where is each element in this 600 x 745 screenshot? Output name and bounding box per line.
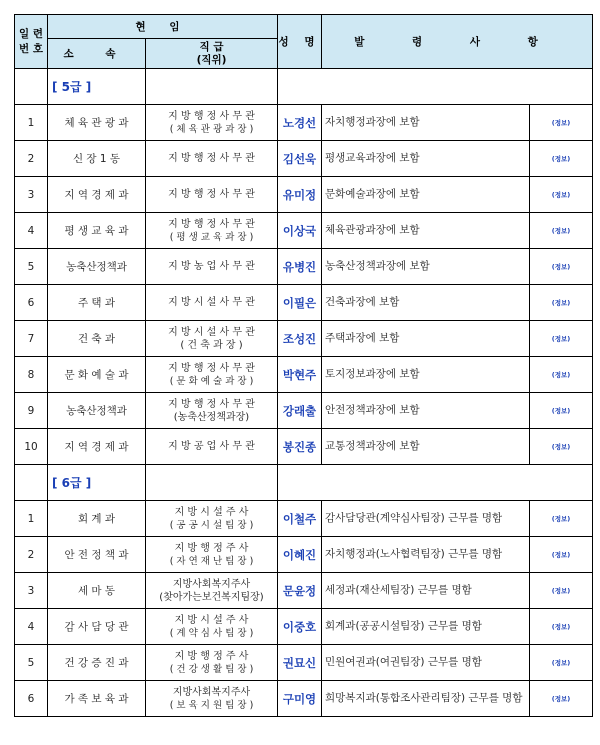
row-info-badge: (정보)	[530, 357, 593, 393]
header-rank-cell	[146, 39, 278, 69]
row-name: 박현주	[278, 357, 322, 393]
row-department: 지 역 경 제 과	[48, 177, 146, 213]
row-info-badge: (정보)	[530, 573, 593, 609]
row-department: 체 육 관 광 과	[48, 105, 146, 141]
row-name: 유미정	[278, 177, 322, 213]
row-info-badge: (정보)	[530, 537, 593, 573]
row-info-badge: (정보)	[530, 501, 593, 537]
row-number: 10	[15, 429, 48, 465]
section-empty-cell	[15, 69, 48, 105]
section-row	[15, 69, 593, 105]
row-rank: 지 방 행 정 사 무 관	[168, 362, 255, 374]
row-rank: 지 방 행 정 사 무 관	[168, 398, 255, 410]
row-rank: 지 방 농 업 사 무 관	[168, 261, 255, 272]
row-rank: 지 방 행 정 사 무 관	[168, 110, 255, 122]
row-name: 권묘신	[278, 645, 322, 681]
row-order: 민원여권과(여권팀장) 근무를 명함	[322, 645, 530, 681]
row-position: ( 자 연 재 난 팀 장 )	[169, 555, 254, 567]
row-number: 6	[15, 285, 48, 321]
row-name: 이필은	[278, 285, 322, 321]
row-rank-cell	[146, 393, 278, 429]
row-position: ( 공 공 시 설 팀 장 )	[169, 519, 254, 531]
row-number: 7	[15, 321, 48, 357]
row-number: 1	[15, 501, 48, 537]
row-order: 자치행정과(노사협력팀장) 근무를 명함	[322, 537, 530, 573]
row-department: 지 역 경 제 과	[48, 429, 146, 465]
row-number: 3	[15, 177, 48, 213]
row-info-badge: (정보)	[530, 429, 593, 465]
row-info-badge: (정보)	[530, 213, 593, 249]
row-number: 8	[15, 357, 48, 393]
table-row	[15, 609, 593, 645]
table-row	[15, 681, 593, 717]
row-rank: 지 방 시 설 주 사	[174, 614, 249, 626]
row-department: 주 택 과	[48, 285, 146, 321]
row-rank-cell	[146, 645, 278, 681]
row-number: 2	[15, 537, 48, 573]
row-rank-cell	[146, 681, 278, 717]
row-rank: 지 방 시 설 사 무 관	[168, 326, 255, 338]
row-order: 교통정책과장에 보함	[322, 429, 530, 465]
row-department: 평 생 교 육 과	[48, 213, 146, 249]
row-info-badge: (정보)	[530, 177, 593, 213]
row-rank: 지 방 행 정 사 무 관	[168, 218, 255, 230]
row-info-badge: (정보)	[530, 285, 593, 321]
section-empty-cell	[278, 69, 593, 105]
row-info-badge: (정보)	[530, 141, 593, 177]
row-rank-cell	[146, 357, 278, 393]
header-rank: 직 급	[199, 40, 224, 53]
row-number: 2	[15, 141, 48, 177]
table-row	[15, 321, 593, 357]
table-row	[15, 537, 593, 573]
table-row	[15, 177, 593, 213]
row-name: 유병진	[278, 249, 322, 285]
row-position: (농축산정책과장)	[173, 411, 250, 423]
row-department: 건 강 증 진 과	[48, 645, 146, 681]
row-info-badge: (정보)	[530, 393, 593, 429]
row-rank: 지방사회복지주사	[172, 686, 251, 698]
header-current: 현 임	[48, 15, 278, 39]
row-name: 이상국	[278, 213, 322, 249]
row-order: 평생교육과장에 보함	[322, 141, 530, 177]
table-row	[15, 105, 593, 141]
row-department: 신 장 1 동	[48, 141, 146, 177]
row-order: 회계과(공공시설팀장) 근무를 명함	[322, 609, 530, 645]
header-name: 성 명	[278, 15, 322, 69]
row-order: 세정과(재산세팀장) 근무를 명함	[322, 573, 530, 609]
table-row	[15, 285, 593, 321]
row-name: 문윤정	[278, 573, 322, 609]
row-department: 회 계 과	[48, 501, 146, 537]
table-row	[15, 141, 593, 177]
row-position: ( 건 축 과 장 )	[180, 339, 243, 351]
row-rank-cell	[146, 105, 278, 141]
row-number: 9	[15, 393, 48, 429]
row-info-badge: (정보)	[530, 321, 593, 357]
row-info-badge: (정보)	[530, 681, 593, 717]
row-rank: 지 방 행 정 사 무 관	[168, 153, 255, 164]
row-rank-cell	[146, 501, 278, 537]
header-serial	[15, 15, 48, 69]
table-row	[15, 249, 593, 285]
table-row	[15, 357, 593, 393]
row-rank-cell	[146, 429, 278, 465]
row-order: 문화예술과장에 보함	[322, 177, 530, 213]
row-order: 농축산정책과장에 보함	[322, 249, 530, 285]
row-name: 구미영	[278, 681, 322, 717]
header-position: (직위)	[196, 53, 227, 66]
row-rank-cell	[146, 141, 278, 177]
table-row	[15, 501, 593, 537]
row-info-badge: (정보)	[530, 645, 593, 681]
row-order: 주택과장에 보함	[322, 321, 530, 357]
table-row	[15, 645, 593, 681]
row-department: 세 마 동	[48, 573, 146, 609]
row-order: 자치행정과장에 보함	[322, 105, 530, 141]
row-rank-cell	[146, 213, 278, 249]
row-position: ( 건 강 생 활 팀 장 )	[169, 663, 254, 675]
table-row	[15, 429, 593, 465]
row-number: 6	[15, 681, 48, 717]
table-row	[15, 393, 593, 429]
row-position: ( 체 육 관 광 과 장 )	[169, 123, 254, 135]
row-order: 건축과장에 보함	[322, 285, 530, 321]
row-department: 가 족 보 육 과	[48, 681, 146, 717]
table-body	[15, 69, 593, 717]
row-rank-cell	[146, 321, 278, 357]
row-position: (찾아가는보건복지팀장)	[159, 591, 264, 603]
header-serial-bottom: 번 호	[19, 42, 43, 55]
row-name: 김선욱	[278, 141, 322, 177]
row-rank: 지 방 공 업 사 무 관	[168, 441, 255, 452]
row-rank: 지 방 시 설 주 사	[174, 506, 249, 518]
row-name: 이혜진	[278, 537, 322, 573]
row-rank-cell	[146, 285, 278, 321]
row-department: 안 전 정 책 과	[48, 537, 146, 573]
header-dept: 소 속	[48, 39, 146, 69]
row-name: 이중호	[278, 609, 322, 645]
header-order: 발 령 사 항	[322, 15, 593, 69]
row-order: 체육관광과장에 보함	[322, 213, 530, 249]
row-department: 건 축 과	[48, 321, 146, 357]
row-order: 희망복지과(통합조사관리팀장) 근무를 명함	[322, 681, 530, 717]
section-row	[15, 465, 593, 501]
row-number: 4	[15, 609, 48, 645]
row-number: 5	[15, 249, 48, 285]
row-name: 조성진	[278, 321, 322, 357]
table-row	[15, 573, 593, 609]
row-rank: 지방사회복지주사	[172, 578, 251, 590]
row-rank: 지 방 행 정 주 사	[174, 542, 249, 554]
row-name: 이철주	[278, 501, 322, 537]
section-empty-cell	[146, 465, 278, 501]
row-info-badge: (정보)	[530, 249, 593, 285]
row-name: 강래출	[278, 393, 322, 429]
section-empty-cell	[15, 465, 48, 501]
table-row	[15, 213, 593, 249]
row-number: 1	[15, 105, 48, 141]
row-rank-cell	[146, 537, 278, 573]
row-number: 3	[15, 573, 48, 609]
personnel-order-table	[14, 14, 593, 717]
section-empty-cell	[278, 465, 593, 501]
row-department: 농축산정책과	[48, 393, 146, 429]
row-name: 노경선	[278, 105, 322, 141]
row-name: 봉진종	[278, 429, 322, 465]
section-empty-cell	[146, 69, 278, 105]
row-rank: 지 방 행 정 사 무 관	[168, 189, 255, 200]
row-position: ( 보 육 지 원 팀 장 )	[169, 699, 254, 711]
row-number: 4	[15, 213, 48, 249]
row-position: ( 문 화 예 술 과 장 )	[169, 375, 254, 387]
row-rank: 지 방 시 설 사 무 관	[168, 297, 255, 308]
row-rank-cell	[146, 177, 278, 213]
row-department: 감 사 담 당 관	[48, 609, 146, 645]
section-grade: [ 6급 ]	[48, 465, 146, 501]
row-rank-cell	[146, 573, 278, 609]
row-department: 농축산정책과	[48, 249, 146, 285]
header-serial-top: 일 련	[19, 27, 43, 40]
row-rank-cell	[146, 249, 278, 285]
row-position: ( 평 생 교 육 과 장 )	[169, 231, 254, 243]
row-order: 토지정보과장에 보함	[322, 357, 530, 393]
row-number: 5	[15, 645, 48, 681]
row-rank-cell	[146, 609, 278, 645]
row-info-badge: (정보)	[530, 105, 593, 141]
row-order: 감사담당관(계약심사팀장) 근무를 명함	[322, 501, 530, 537]
section-grade: [ 5급 ]	[48, 69, 146, 105]
row-department: 문 화 예 술 과	[48, 357, 146, 393]
row-position: ( 계 약 심 사 팀 장 )	[169, 627, 254, 639]
row-rank: 지 방 행 정 주 사	[174, 650, 249, 662]
row-order: 안전정책과장에 보함	[322, 393, 530, 429]
row-info-badge: (정보)	[530, 609, 593, 645]
